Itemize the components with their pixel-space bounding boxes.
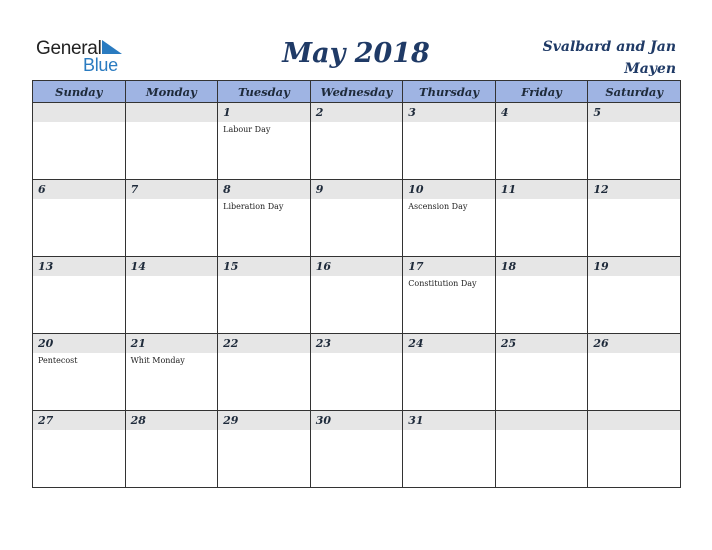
weekday-friday: Friday: [495, 81, 588, 103]
weekday-header-row: [33, 81, 681, 103]
holiday-label: Liberation Day: [223, 202, 284, 211]
day-cell: [588, 103, 681, 180]
day-number: 12: [593, 183, 609, 196]
day-number-bar: [403, 334, 495, 353]
day-cell: [403, 180, 496, 257]
weekday-sunday: Sunday: [33, 81, 126, 103]
day-cell: [403, 411, 496, 488]
weekday-thursday: Thursday: [403, 81, 496, 103]
day-number: 2: [315, 106, 324, 119]
day-cell: [495, 334, 588, 411]
day-number: 10: [408, 183, 424, 196]
logo-blue-text: Blue: [83, 55, 118, 75]
day-cell: [125, 180, 218, 257]
day-number-bar: [311, 257, 403, 276]
day-number-bar: [218, 180, 310, 199]
week-row: [33, 257, 681, 334]
holiday-label: Constitution Day: [408, 279, 477, 288]
day-cell: [310, 257, 403, 334]
day-number: 20: [38, 337, 54, 350]
day-number: 23: [315, 337, 331, 350]
page-title: May 2018: [282, 38, 430, 69]
day-number-bar: [588, 180, 680, 199]
day-cell: [218, 180, 311, 257]
day-number-bar: [126, 334, 218, 353]
week-row: [33, 411, 681, 488]
day-number-bar: [218, 334, 310, 353]
day-cell: [218, 334, 311, 411]
calendar-grid: [32, 80, 681, 488]
logo-general-text: General: [36, 38, 102, 59]
day-number: 9: [315, 183, 324, 196]
day-number: 4: [500, 106, 509, 119]
holiday-label: Labour Day: [223, 125, 271, 134]
day-cell: [218, 103, 311, 180]
week-row: [33, 180, 681, 257]
day-number-bar: [33, 411, 125, 430]
day-number-bar: [311, 334, 403, 353]
day-cell: [218, 411, 311, 488]
day-number: 27: [38, 414, 54, 427]
day-number-bar: [218, 411, 310, 430]
day-number-bar: [496, 103, 588, 122]
week-row: [33, 334, 681, 411]
day-cell: [495, 257, 588, 334]
day-cell: [588, 334, 681, 411]
day-cell: [310, 411, 403, 488]
day-number: 15: [223, 260, 239, 273]
day-number: 19: [593, 260, 609, 273]
day-cell: [125, 103, 218, 180]
day-number: 11: [500, 183, 517, 196]
day-number-bar: [496, 411, 588, 430]
day-cell: [218, 257, 311, 334]
day-cell: [33, 334, 126, 411]
day-number: 21: [130, 337, 146, 350]
day-cell: [495, 411, 588, 488]
day-cell: [495, 180, 588, 257]
day-number: 5: [593, 106, 602, 119]
holiday-label: Ascension Day: [408, 202, 468, 211]
day-cell: [403, 257, 496, 334]
day-number-bar: [496, 334, 588, 353]
day-cell: [588, 257, 681, 334]
day-number-bar: [588, 334, 680, 353]
day-number-bar: [588, 257, 680, 276]
day-number-bar: [403, 180, 495, 199]
day-cell: [125, 411, 218, 488]
day-number-bar: [218, 103, 310, 122]
day-number-bar: [403, 103, 495, 122]
week-row: [33, 103, 681, 180]
day-number: 8: [223, 183, 231, 196]
region-name: Svalbard and Jan Mayen: [542, 39, 676, 77]
day-number-bar: [588, 103, 680, 122]
day-number-bar: [33, 103, 125, 122]
day-number: 26: [593, 337, 609, 350]
day-cell: [33, 411, 126, 488]
day-cell: [588, 180, 681, 257]
day-number: 24: [408, 337, 424, 350]
day-number-bar: [33, 180, 125, 199]
day-number-bar: [126, 257, 218, 276]
holiday-label: Pentecost: [38, 356, 78, 365]
day-cell: [310, 180, 403, 257]
day-cell: [125, 334, 218, 411]
day-cell: [403, 334, 496, 411]
day-number-bar: [403, 257, 495, 276]
day-number: 13: [38, 260, 54, 273]
day-number: 25: [500, 337, 517, 350]
holiday-label: Whit Monday: [130, 356, 185, 365]
day-number-bar: [33, 257, 125, 276]
day-number: 17: [408, 260, 424, 273]
day-number-bar: [126, 411, 218, 430]
weekday-tuesday: Tuesday: [218, 81, 311, 103]
day-cell: [33, 257, 126, 334]
day-number: 31: [408, 414, 424, 427]
weekday-wednesday: Wednesday: [310, 81, 403, 103]
weekday-monday: Monday: [125, 81, 218, 103]
day-cell: [125, 257, 218, 334]
day-number-bar: [33, 334, 125, 353]
day-number-bar: [218, 257, 310, 276]
weekday-saturday: Saturday: [588, 81, 681, 103]
day-number-bar: [403, 411, 495, 430]
day-cell: [33, 103, 126, 180]
day-cell: [403, 103, 496, 180]
day-number-bar: [496, 180, 588, 199]
day-number: 29: [223, 414, 239, 427]
day-number-bar: [126, 103, 218, 122]
day-cell: [310, 103, 403, 180]
day-cell: [495, 103, 588, 180]
day-number: 30: [315, 414, 331, 427]
day-number-bar: [311, 180, 403, 199]
day-cell: [33, 180, 126, 257]
day-number: 14: [130, 260, 146, 273]
day-number: 6: [38, 183, 46, 196]
day-number: 28: [130, 414, 146, 427]
day-number-bar: [496, 257, 588, 276]
day-number-bar: [311, 411, 403, 430]
day-cell: [310, 334, 403, 411]
day-number: 18: [500, 260, 517, 273]
day-number-bar: [126, 180, 218, 199]
day-number-bar: [588, 411, 680, 430]
day-cell: [588, 411, 681, 488]
day-number: 3: [408, 106, 416, 119]
day-number: 7: [130, 183, 139, 196]
day-number-bar: [311, 103, 403, 122]
day-number: 16: [315, 260, 331, 273]
day-number: 1: [223, 106, 231, 119]
day-number: 22: [223, 337, 239, 350]
